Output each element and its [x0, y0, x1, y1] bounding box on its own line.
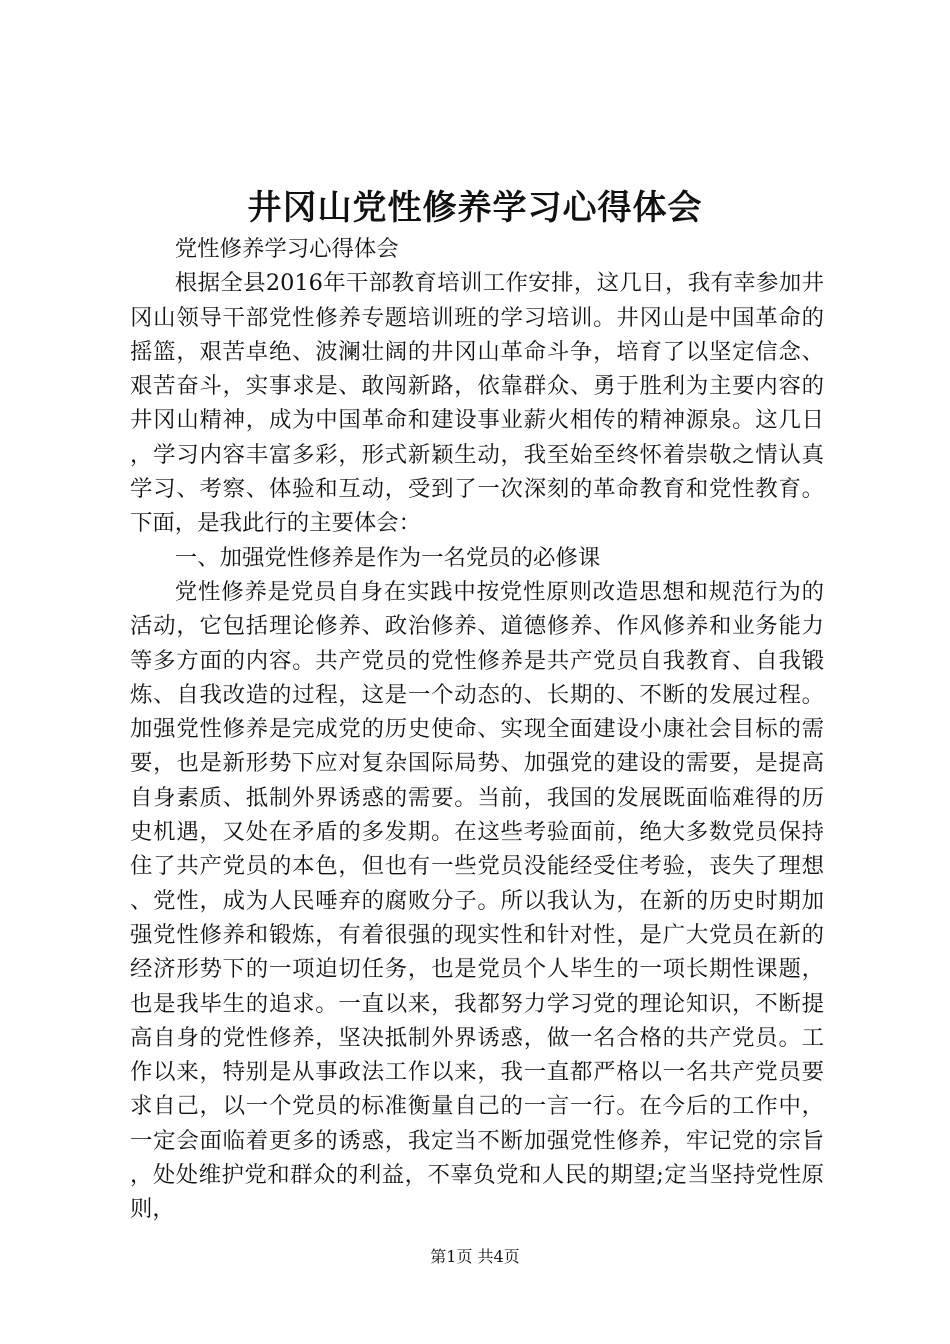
page-number-footer: 第1页 共4页 [430, 1247, 520, 1266]
paragraph-subtitle: 党性修养学习心得体会 [174, 236, 399, 262]
paragraph-intro: 根据全县2016年干部教育培训工作安排，这几日，我有幸参加井冈山领导干部党性修养专题培训班的学习培训。井冈山是中国革命的摇篮，艰苦卓绝、波澜壮阔的井冈山革命斗争，培育了以坚定信念、艰苦奋斗，实事求是、敢闯新路，依靠群众、勇于胜利为主要内容的井冈山精神，成为中国革命和建设事业薪火相传的精神源泉。这几日，学习内容丰富多彩，形式新颖生动，我至始至终怀着崇敬之情认真学习、考察、体验和互动，受到了一次深刻的革命教育和党性教育。下面，是我此行的主要体会： [130, 270, 824, 537]
paragraph-section-heading: 一、加强党性修养是作为一名党员的必修课 [174, 544, 601, 571]
document-title: 井冈山党性修养学习心得体会 [247, 188, 703, 228]
document-body [130, 232, 824, 1227]
paragraph-section-body: 党性修养是党员自身在实践中按党性原则改造思想和规范行为的活动，它包括理论修养、政治修养、道德修养、作风修养和业务能力等多方面的内容。共产党员的党性修养是共产党员自我教育、自我锻炼、自我改造的过程，这是一个动态的、长期的、不断的发展过程。加强党性修养是完成党的历史使命、实现全面建设小康社会目标的需要，也是新形势下应对复杂国际局势、加强党的建设的需要，是提高自身素质、抵制外界诱惑的需要。当前，我国的发展既面临难得的历史机遇，又处在矛盾的多发期。在这些考验面前，绝大多数党员保持住了共产党员的本色，但也有一些党员没能经受住考验，丧失了理想、党性，成为人民唾弃的腐败分子。所以我认为，在新的历史时期加强党性修养和锻炼，有着很强的现实性和针对性，是广大党员在新的经济形势下的一项迫切任务，也是党员个人毕生的一项长期性课题，也是我毕生的追求。一直以来，我都努力学习党的理论知识，不断提高自身的党性修养，坚决抵制外界诱惑，做一名合格的共产党员。工作以来，特别是从事政法工作以来，我一直都严格以一名共产党员要求自己，以一个党员的标准衡量自己的一言一行。在今后的工作中，一定会面临着更多的诱惑，我定当不断加强党性修养，牢记党的宗旨，处处维护党和群众的利益，不辜负党和人民的期望;定当坚持党性原则， [130, 578, 824, 1223]
